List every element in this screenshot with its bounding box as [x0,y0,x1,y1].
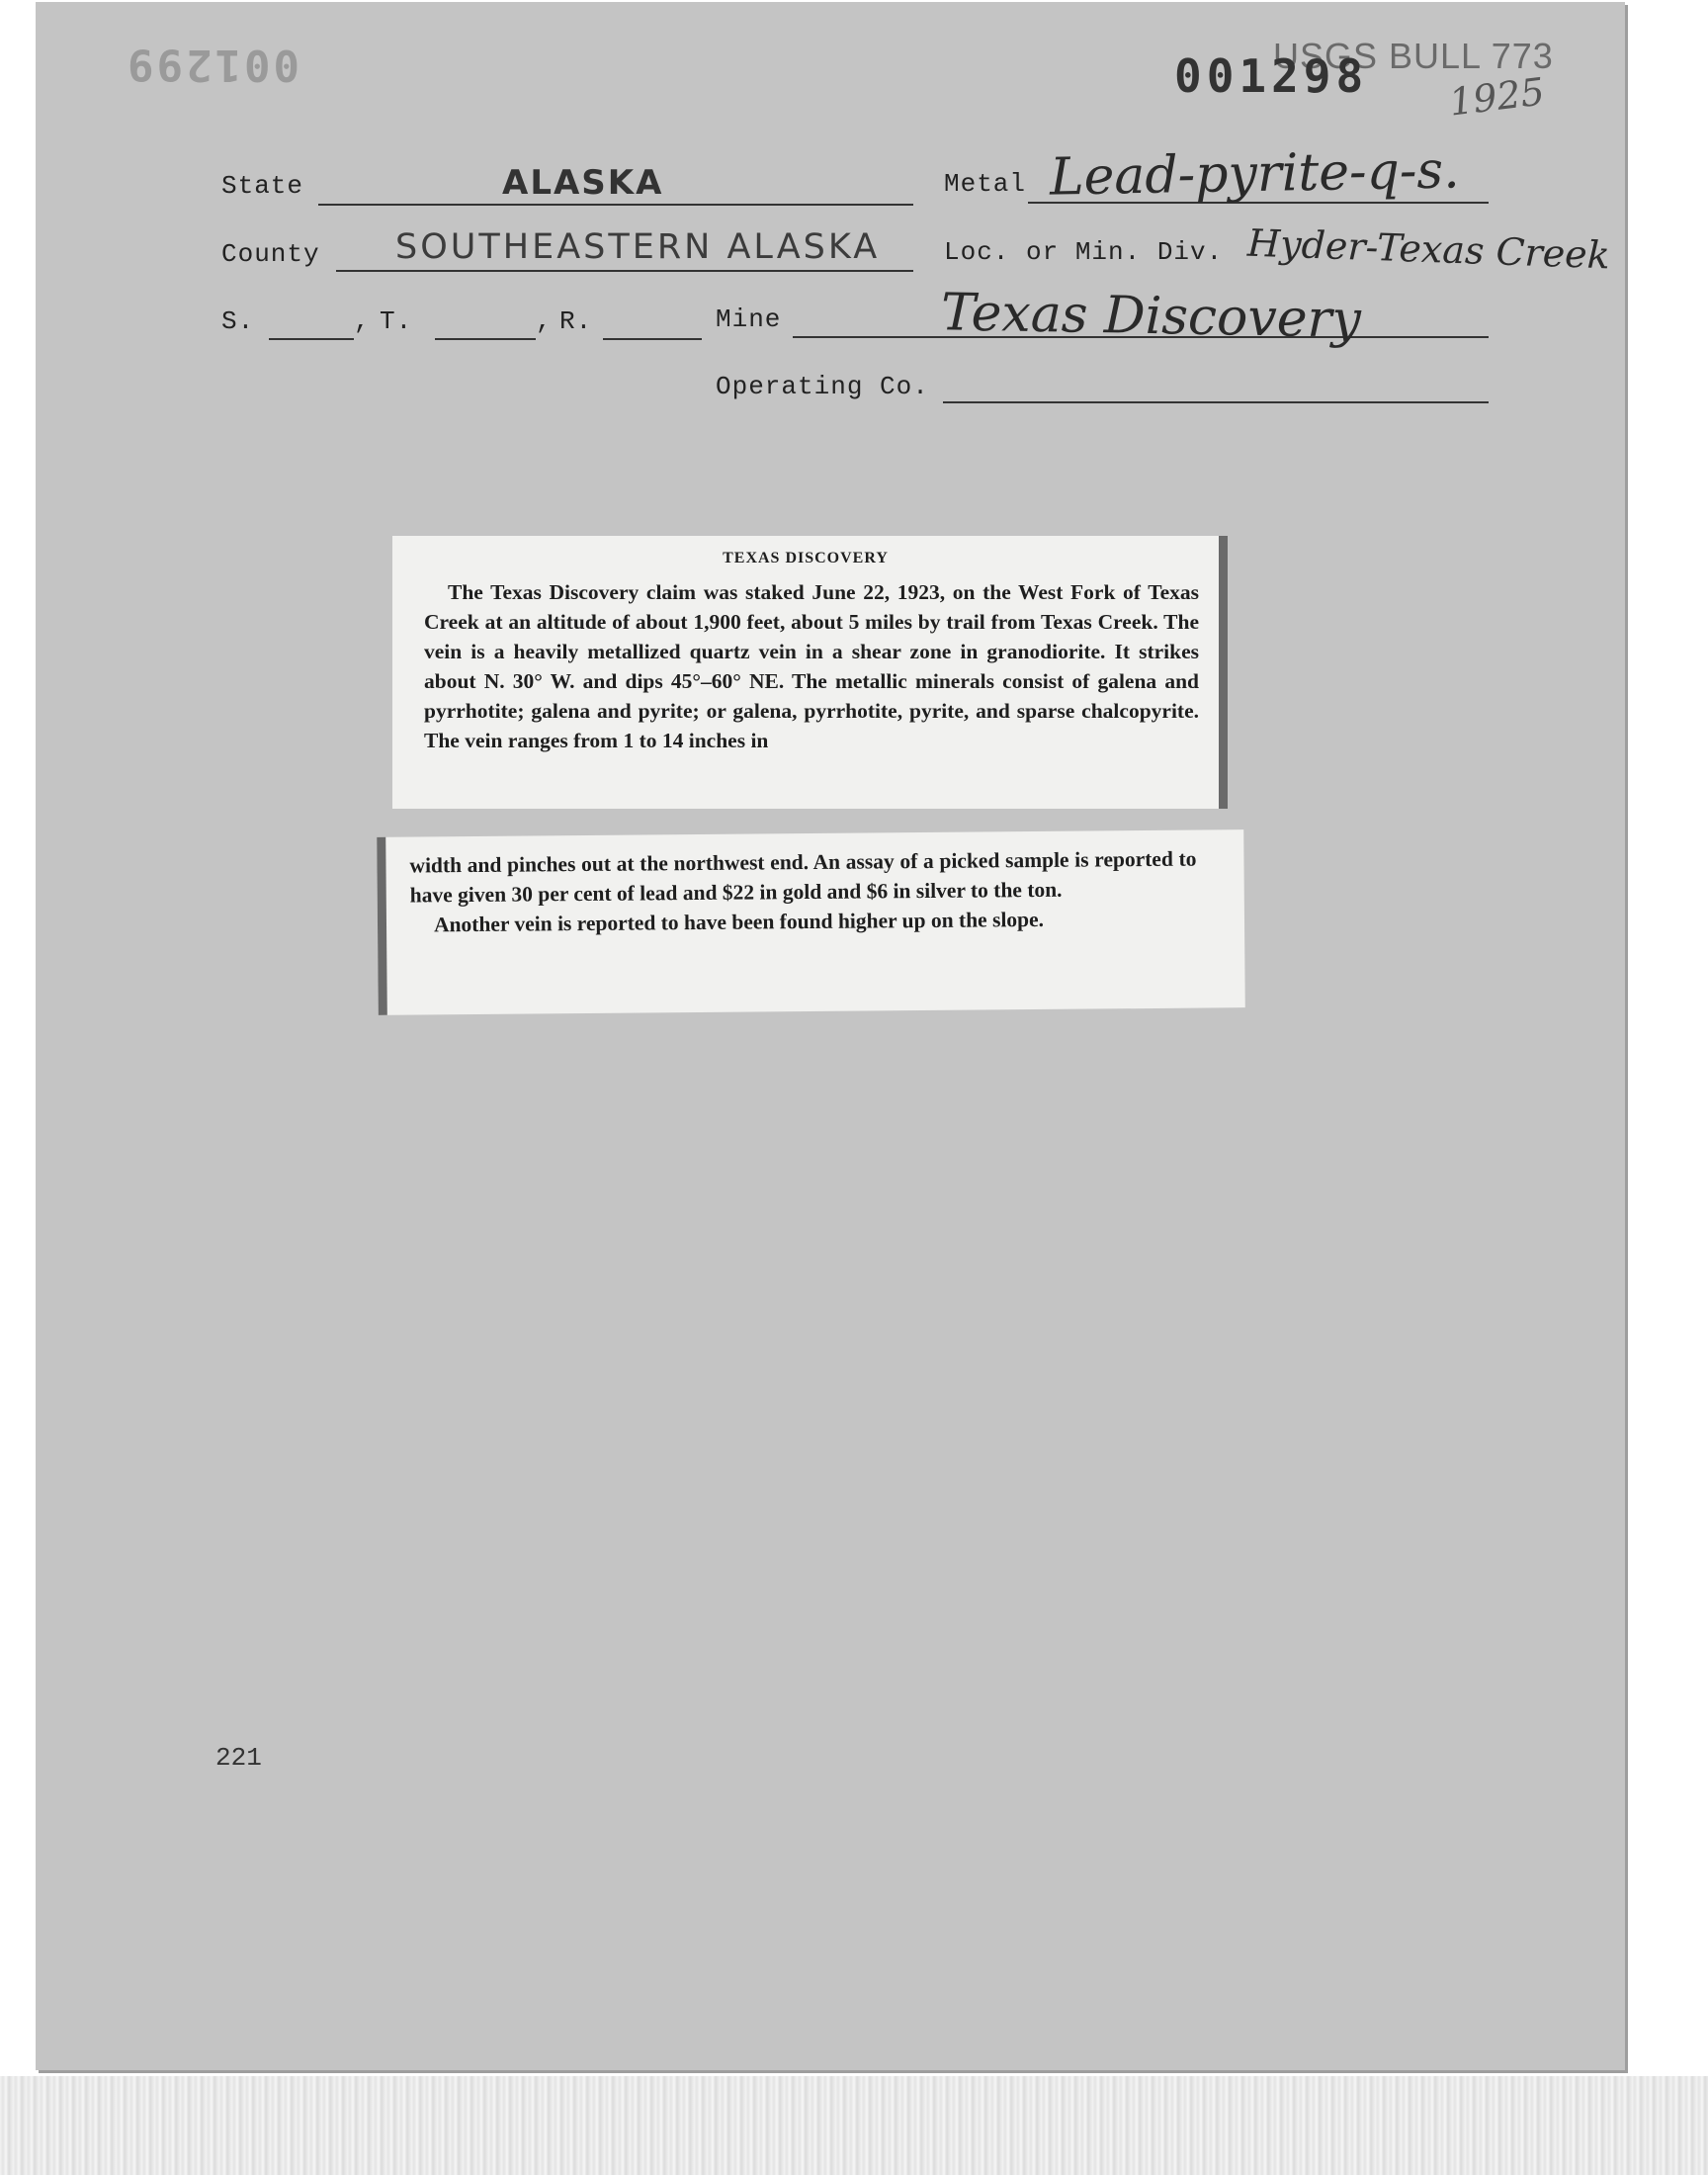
operating-co-line [943,401,1489,403]
page-number: 221 [215,1743,262,1773]
section-line [269,338,354,340]
range-label: R. [559,306,593,336]
loc-div-label: Loc. or Min. Div. [944,237,1224,267]
section-label: S. [221,306,255,336]
faint-stamp-number: 001299 [125,40,299,90]
township-label: T. [380,306,413,336]
metal-value: Lead-pyrite-q-s. [1049,140,1461,208]
clipping-paragraph-1-continued: width and pinches out at the northwest end. An assay of a picked sample is reported to have given 30 per cent of lead and $22 in gold and $6 in silver to the ton. [409,846,1197,908]
operating-co-label: Operating Co. [716,372,929,401]
clipping-bottom [377,829,1245,1015]
state-line [318,204,913,206]
county-label: County [221,239,320,269]
metal-label: Metal [944,169,1027,199]
loc-div-value: Hyder-Texas Creek [1246,220,1611,278]
clipping-paragraph-2: Another vein is reported to have been found higher up on the slope. [433,907,1045,937]
county-value: SOUTHEASTERN ALASKA [395,227,881,267]
index-card [36,2,1625,2070]
state-value: ALASKA [502,163,664,203]
handwritten-year: 1925 [1446,69,1548,125]
clipping-title: TEXAS DISCOVERY [723,550,889,566]
county-line [336,270,913,272]
bulletin-reference: USGS BULL 773 [1273,36,1554,76]
mine-value: Texas Discovery [940,283,1362,350]
comma-2: , [536,306,553,336]
scan-artifact-strip [0,2076,1708,2175]
township-line [435,338,536,340]
clipping-paragraph-1: The Texas Discovery claim was staked June 22, 1923, on the West Fork of Texas Creek at an altitude of about 1,900 feet, about 5 miles by trail from Texas Creek. The vein is a heavily metallized quartz vein in a shear zone in granodiorite. It strikes about N. 30° W. and dips 45°–60° NE. The metallic minerals consist of galena and pyrrhotite; galena and pyrite; or galena, pyrrhotite, pyrite, and sparse chalcopyrite. The vein ranges from 1 to 14 inches in [424,580,1199,752]
range-line [603,338,702,340]
clipping-top [392,536,1228,809]
mine-label: Mine [716,304,782,334]
stamp-number: 001298 [1174,49,1369,103]
comma-1: , [354,306,371,336]
state-label: State [221,171,304,201]
